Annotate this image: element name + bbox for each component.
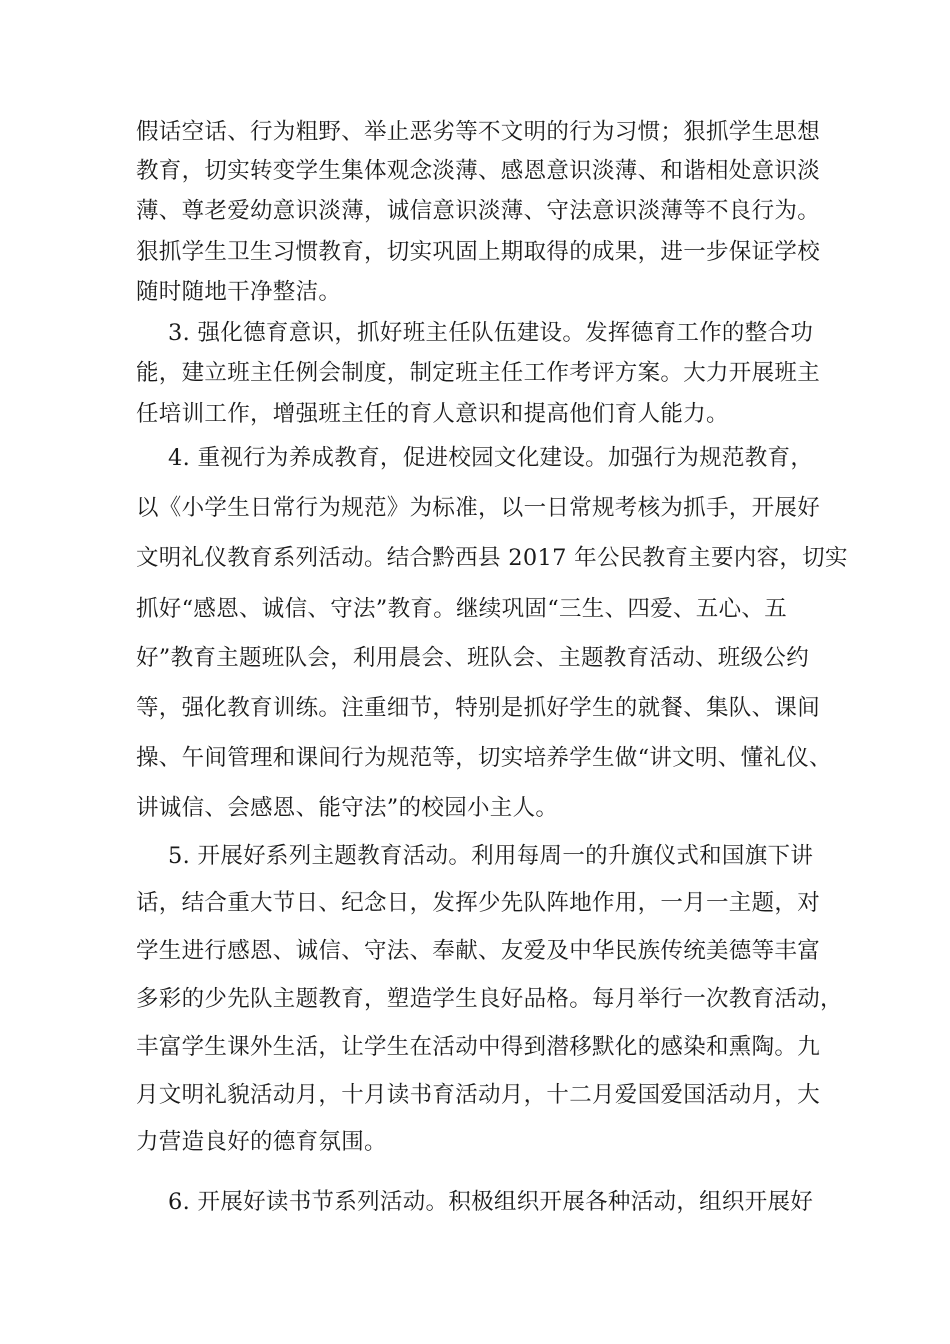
text-line: 学生进行感恩、诚信、守法、奉献、友爱及中华民族传统美德等丰富 <box>136 938 821 964</box>
text-line: 教育，切实转变学生集体观念淡薄、感恩意识淡薄、和谐相处意识淡 <box>136 158 821 184</box>
text-line: 任培训工作，增强班主任的育人意识和提高他们育人能力。 <box>136 401 729 427</box>
paragraph-3-first-line: 3. 强化德育意识，抓好班主任队伍建设。发挥德育工作的整合功 <box>168 320 814 346</box>
paragraph-4-first-line: 4. 重视行为养成教育，促进校园文化建设。加强行为规范教育， <box>168 445 814 471</box>
paragraph-5-first-line: 5. 开展好系列主题教育活动。利用每周一的升旗仪式和国旗下讲 <box>168 843 814 869</box>
text-line: 随时随地干净整洁。 <box>136 279 342 305</box>
text-line: 讲诚信、会感恩、能守法”的校园小主人。 <box>136 795 559 821</box>
text-line: 月文明礼貌活动月，十月读书育活动月，十二月爱国爱国活动月，大 <box>136 1082 821 1108</box>
text-line: 能，建立班主任例会制度，制定班主任工作考评方案。大力开展班主 <box>136 360 821 386</box>
text-line: 等，强化教育训练。注重细节，特别是抓好学生的就餐、集队、课间 <box>136 695 821 721</box>
text-line: 丰富学生课外生活，让学生在活动中得到潜移默化的感染和熏陶。九 <box>136 1034 821 1060</box>
text-line: 薄、尊老爱幼意识淡薄，诚信意识淡薄、守法意识淡薄等不良行为。 <box>136 198 821 224</box>
text-line: 话，结合重大节日、纪念日，发挥少先队阵地作用，一月一主题，对 <box>136 890 821 916</box>
text-line: 抓好“感恩、诚信、守法”教育。继续巩固“三生、四爱、五心、五 <box>136 596 788 622</box>
text-line: 多彩的少先队主题教育，塑造学生良好品格。每月举行一次教育活动， <box>136 986 843 1012</box>
text-line: 力营造良好的德育氛围。 <box>136 1129 387 1155</box>
text-line: 好”教育主题班队会，利用晨会、班队会、主题教育活动、班级公约 <box>136 645 810 671</box>
text-line: 假话空话、行为粗野、举止恶劣等不文明的行为习惯；狠抓学生思想 <box>136 119 821 145</box>
text-line: 文明礼仪教育系列活动。结合黔西县 2017 年公民教育主要内容，切实 <box>136 545 848 571</box>
text-line: 以《小学生日常行为规范》为标准，以一日常规考核为抓手，开展好 <box>136 495 821 521</box>
text-line: 操、午间管理和课间行为规范等，切实培养学生做“讲文明、懂礼仪、 <box>136 745 832 771</box>
text-line: 狠抓学生卫生习惯教育，切实巩固上期取得的成果，进一步保证学校 <box>136 239 821 265</box>
paragraph-6-first-line: 6. 开展好读书节系列活动。积极组织开展各种活动，组织开展好 <box>168 1189 814 1215</box>
